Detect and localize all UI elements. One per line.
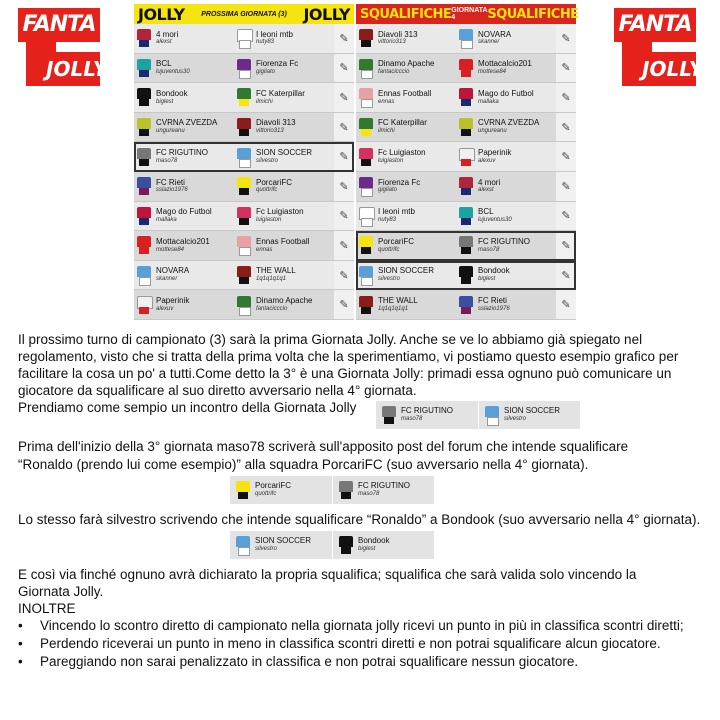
jersey-icon — [237, 88, 251, 106]
edit-button[interactable] — [556, 261, 576, 290]
team-cell — [134, 54, 234, 83]
jersey-icon — [459, 296, 473, 314]
team-cell — [134, 24, 234, 53]
team-cell — [134, 172, 234, 201]
team-name: FC Rieti — [478, 295, 507, 305]
logo-bottom-text: JOLLY — [642, 52, 696, 86]
fixture-row — [356, 83, 576, 113]
edit-button[interactable] — [334, 172, 354, 201]
team-name: FC RIGUTINO — [358, 481, 410, 491]
edit-button[interactable] — [556, 231, 576, 260]
team-name: Paperinik — [156, 295, 190, 305]
team-cell — [356, 142, 456, 171]
jersey-icon — [237, 177, 251, 195]
team-owner: mallaka — [156, 216, 177, 223]
header-squalifiche-right: SQUALIFICHE — [487, 6, 579, 22]
team-name: Mottacalcio201 — [156, 236, 210, 246]
edit-button[interactable] — [556, 202, 576, 231]
edit-button[interactable] — [334, 231, 354, 260]
team-owner: ennas — [378, 98, 395, 105]
team-owner: 1q1q1q1q1 — [256, 276, 287, 283]
team-cell — [356, 231, 456, 260]
jersey-icon — [359, 207, 373, 225]
jersey-icon — [237, 207, 251, 225]
team-name: Mago do Futbol — [478, 88, 534, 98]
team-name: CVRNA ZVEZDA — [156, 118, 218, 128]
pencil-icon: ✎ — [561, 62, 571, 75]
team-cell — [234, 261, 334, 290]
team-cell — [356, 24, 456, 53]
team-cell — [234, 113, 334, 142]
edit-button[interactable] — [556, 54, 576, 83]
fixture-row — [134, 54, 354, 84]
team-cell — [134, 231, 234, 260]
team-owner: gigliato — [256, 68, 276, 75]
team-name: PorcariFC — [378, 236, 415, 246]
jersey-icon — [359, 88, 373, 106]
edit-button[interactable] — [334, 261, 354, 290]
jersey-icon — [137, 177, 151, 195]
edit-button[interactable] — [556, 113, 576, 142]
team-name: FC Katerpillar — [378, 118, 427, 128]
team-owner: ungureanu — [156, 128, 185, 135]
logo-top-text: FANTA — [18, 8, 100, 42]
team-owner: maso78 — [156, 157, 178, 164]
team-cell — [478, 401, 580, 429]
bullet-text: Perdendo riceverai un punto in meno in classifica scontri diretti e non potrai squalificare alcun giocatore. — [40, 636, 661, 651]
team-name: FC RIGUTINO — [401, 406, 453, 416]
team-owner: silvestro — [256, 157, 279, 164]
jersey-icon — [237, 266, 251, 284]
team-cell — [376, 401, 478, 429]
pencil-icon: ✎ — [339, 239, 349, 252]
fixture-list — [134, 24, 354, 320]
team-name: 4 mori — [478, 177, 501, 187]
team-cell — [134, 202, 234, 231]
edit-button[interactable] — [334, 24, 354, 53]
jersey-icon — [359, 236, 373, 254]
team-name: THE WALL — [378, 295, 418, 305]
jersey-icon — [459, 118, 473, 136]
team-name: CVRNA ZVEZDA — [478, 118, 540, 128]
pencil-icon: ✎ — [339, 269, 349, 282]
team-owner: silvestro — [255, 546, 278, 553]
fixture-row — [356, 172, 576, 202]
jersey-icon — [137, 207, 151, 225]
team-owner: mottese84 — [478, 68, 507, 75]
jersey-icon — [339, 481, 353, 499]
jersey-icon — [359, 29, 373, 47]
team-cell — [230, 531, 332, 559]
team-cell — [234, 172, 334, 201]
jersey-icon — [137, 88, 151, 106]
example-match-sion — [230, 531, 434, 559]
pencil-icon: ✎ — [561, 32, 571, 45]
team-name: PorcariFC — [256, 177, 293, 187]
team-cell — [134, 290, 234, 319]
jersey-icon — [459, 29, 473, 47]
team-owner: fantacicccio — [256, 305, 288, 312]
edit-button[interactable] — [556, 24, 576, 53]
jersey-icon — [237, 296, 251, 314]
paragraph-line: Lo stesso farà silvestro scrivendo che intende squalificare “Ronaldo” a Bondook (suo avversario nella 4° giornata). — [18, 512, 701, 527]
team-name: SION SOCCER — [504, 406, 561, 416]
team-owner: nuty83 — [256, 39, 275, 46]
fixture-row — [356, 24, 576, 54]
team-owner: biglest — [156, 98, 174, 105]
fixture-row — [356, 290, 576, 320]
team-owner: silvestro — [378, 276, 401, 283]
pencil-icon: ✎ — [339, 32, 349, 45]
team-owner: quottrifc — [256, 187, 278, 194]
team-name: Fc Luigiaston — [378, 147, 426, 157]
pencil-icon: ✎ — [339, 151, 349, 164]
bullet-text: Pareggiando non sarai penalizzato in classifica e non potrai squalificare nessun giocatore. — [40, 654, 579, 669]
team-owner: silvestro — [504, 416, 527, 423]
team-name: Mago do Futbol — [156, 207, 212, 217]
pencil-icon: ✎ — [561, 299, 571, 312]
bullet-item — [18, 617, 684, 634]
team-name: Fiorenza Fc — [378, 177, 421, 187]
paragraph-line: Giornata Jolly. — [18, 584, 104, 599]
team-name: Bondook — [358, 536, 390, 546]
edit-button[interactable] — [334, 290, 354, 319]
fixture-row — [134, 231, 354, 261]
bullet-item — [18, 635, 661, 652]
team-owner: lujuventus30 — [156, 68, 190, 75]
team-cell — [356, 83, 456, 112]
team-name: Ennas Football — [256, 236, 310, 246]
pencil-icon: ✎ — [561, 269, 571, 282]
team-cell — [234, 142, 334, 171]
team-cell — [456, 54, 556, 83]
jersey-icon — [382, 406, 396, 424]
paragraph-line: facilitare la cosa un po' a tutti.Come detto la 3° è una Giornata Jolly: primadi essa ognuno può comunicare un — [18, 366, 672, 381]
team-cell — [234, 54, 334, 83]
team-owner: alexuv — [156, 305, 174, 312]
team-owner: lujuventus30 — [478, 216, 512, 223]
header-squalifiche-left: SQUALIFICHE — [360, 6, 452, 22]
team-cell — [456, 24, 556, 53]
team-owner: sslazio1976 — [478, 305, 510, 312]
header-round: GIORNATA 4 — [451, 7, 488, 21]
fixture-row — [134, 113, 354, 143]
team-owner: nuty83 — [378, 216, 397, 223]
team-name: FC RIGUTINO — [478, 236, 530, 246]
pencil-icon: ✎ — [339, 121, 349, 134]
team-name: SION SOCCER — [255, 536, 312, 546]
team-cell — [356, 54, 456, 83]
team-cell — [456, 202, 556, 231]
logo-top-text: FANTA — [614, 8, 696, 42]
bullet-text: Vincendo lo scontro diretto di campionato nella giornata jolly ricevi un punto in più in classifica scontri diretti; — [40, 618, 684, 633]
fixture-row — [134, 290, 354, 320]
team-owner: fantacicccio — [378, 68, 410, 75]
jersey-icon — [237, 29, 251, 47]
team-cell — [134, 261, 234, 290]
team-owner: luigiaston — [256, 216, 282, 223]
team-owner: sslazio1976 — [156, 187, 188, 194]
logo-bottom-text: JOLLY — [46, 52, 100, 86]
jersey-icon — [137, 59, 151, 77]
fixture-row — [134, 202, 354, 232]
jersey-icon — [236, 481, 250, 499]
edit-button[interactable] — [556, 290, 576, 319]
team-owner: maso78 — [478, 246, 500, 253]
team-name: SION SOCCER — [256, 147, 313, 157]
team-cell — [234, 231, 334, 260]
team-name: I leoni mtb — [256, 29, 293, 39]
paragraph-line: regolamento, visto che si tratta della prima volta che la sperimentiamo, vi postiamo questo esempio grafico per — [18, 349, 679, 364]
example-match-jolly — [376, 401, 580, 429]
team-cell — [134, 113, 234, 142]
team-owner: gigliato — [378, 187, 398, 194]
team-name: BCL — [156, 59, 172, 69]
pencil-icon: ✎ — [561, 91, 571, 104]
pencil-icon: ✎ — [339, 91, 349, 104]
jersey-icon — [359, 118, 373, 136]
team-owner: skanner — [156, 276, 178, 283]
edit-button[interactable] — [334, 83, 354, 112]
edit-button[interactable] — [334, 142, 354, 171]
jersey-icon — [459, 236, 473, 254]
jersey-icon — [359, 59, 373, 77]
team-name: FC Katerpillar — [256, 88, 305, 98]
team-name: FC Rieti — [156, 177, 185, 187]
fixture-row — [356, 54, 576, 84]
jersey-icon — [359, 177, 373, 195]
edit-button[interactable] — [334, 113, 354, 142]
team-owner: alexuv — [478, 157, 496, 164]
team-owner: maso78 — [358, 491, 380, 498]
team-cell — [332, 531, 434, 559]
paragraph-line: “Ronaldo (prendo lui come esempio)” alla squadra PorcariFC (suo avversario nella 4° giornata). — [18, 457, 589, 472]
paragraph-line: Prima dell'inizio della 3° giornata maso78 scriverà sull'apposito post del forum che intende squalificare — [18, 439, 629, 454]
example-match-porcari — [230, 476, 434, 504]
team-owner: ilmichi — [378, 128, 395, 135]
header-jolly-right: JOLLY — [303, 4, 350, 24]
jersey-icon — [237, 59, 251, 77]
paragraph-line: giocatore da squalificare al suo diretto avversario nella 4° giornata. — [18, 383, 417, 398]
jersey-icon — [459, 266, 473, 284]
header-jolly-left: JOLLY — [138, 4, 185, 24]
team-name: Diavoli 313 — [256, 118, 296, 128]
fixture-row — [356, 113, 576, 143]
team-cell — [234, 290, 334, 319]
jersey-icon — [339, 536, 353, 554]
fixture-list — [356, 24, 576, 320]
team-owner: skanner — [478, 39, 500, 46]
team-name: Bondook — [478, 266, 510, 276]
fixture-row — [134, 261, 354, 291]
pencil-icon: ✎ — [339, 180, 349, 193]
fixture-row — [356, 261, 576, 291]
team-cell — [456, 142, 556, 171]
team-owner: ilmichi — [256, 98, 273, 105]
team-cell — [356, 202, 456, 231]
fixture-row — [134, 142, 354, 172]
edit-button[interactable] — [334, 202, 354, 231]
team-cell — [456, 261, 556, 290]
team-cell — [456, 113, 556, 142]
team-name: NOVARA — [156, 266, 190, 276]
team-cell — [456, 231, 556, 260]
team-name: BCL — [478, 207, 494, 217]
pencil-icon: ✎ — [339, 62, 349, 75]
inoltre-heading: INOLTRE — [18, 601, 76, 616]
team-owner: alexst — [156, 39, 172, 46]
pencil-icon: ✎ — [561, 151, 571, 164]
jersey-icon — [359, 296, 373, 314]
team-owner: luigiaston — [378, 157, 404, 164]
team-name: Ennas Football — [378, 88, 432, 98]
fixture-row — [356, 231, 576, 261]
jersey-icon — [137, 148, 151, 166]
team-name: Mottacalcio201 — [478, 59, 532, 69]
team-owner: biglest — [478, 276, 496, 283]
edit-button[interactable] — [556, 83, 576, 112]
fanta-jolly-logo-left — [18, 8, 108, 86]
jersey-icon — [359, 148, 373, 166]
pencil-icon: ✎ — [561, 121, 571, 134]
jolly-fixtures-panel — [134, 4, 354, 320]
team-name: Bondook — [156, 88, 188, 98]
jersey-icon — [137, 236, 151, 254]
team-owner: quottrifc — [255, 491, 277, 498]
fixture-row — [134, 83, 354, 113]
jersey-icon — [137, 296, 151, 314]
paragraph-line: Il prossimo turno di campionato (3) sarà la prima Giornata Jolly. Anche se ve lo abbiamo già spiegato nel — [18, 332, 643, 347]
team-name: Dinamo Apache — [256, 295, 313, 305]
team-cell — [134, 142, 234, 171]
jersey-icon — [459, 59, 473, 77]
jersey-icon — [359, 266, 373, 284]
team-cell — [356, 261, 456, 290]
team-owner: vittorio313 — [378, 39, 406, 46]
team-name: Fc Luigiaston — [256, 207, 304, 217]
bullet-icon: • — [18, 636, 23, 651]
pencil-icon: ✎ — [339, 210, 349, 223]
team-cell — [356, 290, 456, 319]
team-cell — [356, 172, 456, 201]
squalifiche-panel — [356, 4, 579, 320]
pencil-icon: ✎ — [561, 239, 571, 252]
fanta-jolly-logo-right — [614, 8, 704, 86]
team-name: FC RIGUTINO — [156, 147, 208, 157]
jersey-icon — [237, 148, 251, 166]
jersey-icon — [459, 88, 473, 106]
jersey-icon — [137, 118, 151, 136]
team-owner: mottese84 — [156, 246, 185, 253]
jersey-icon — [459, 177, 473, 195]
panel-header — [356, 4, 579, 24]
team-cell — [134, 83, 234, 112]
team-name: THE WALL — [256, 266, 296, 276]
team-owner: ennas — [256, 246, 273, 253]
team-owner: 1q1q1q1q1 — [378, 305, 409, 312]
jersey-icon — [485, 406, 499, 424]
panel-header — [134, 4, 354, 24]
edit-button[interactable] — [556, 142, 576, 171]
fixture-row — [134, 172, 354, 202]
team-name: Fiorenza Fc — [256, 59, 299, 69]
team-cell — [332, 476, 434, 504]
team-name: I leoni mtb — [378, 207, 415, 217]
team-owner: alexst — [478, 187, 494, 194]
jersey-icon — [237, 236, 251, 254]
pencil-icon: ✎ — [561, 210, 571, 223]
team-name: PorcariFC — [255, 481, 292, 491]
team-cell — [234, 24, 334, 53]
edit-button[interactable] — [334, 54, 354, 83]
team-name: Diavoli 313 — [378, 29, 418, 39]
team-cell — [234, 202, 334, 231]
team-owner: maso78 — [401, 416, 423, 423]
team-name: 4 mori — [156, 29, 179, 39]
bullet-item — [18, 653, 578, 670]
team-cell — [456, 290, 556, 319]
bullet-icon: • — [18, 618, 23, 633]
team-cell — [456, 172, 556, 201]
paragraph-line: E così via finché ognuno avrà dichiarato la propria squalifica; squalifica che sarà valida solo vincendo la — [18, 567, 637, 582]
team-cell — [456, 83, 556, 112]
team-name: Dinamo Apache — [378, 59, 435, 69]
team-cell — [234, 83, 334, 112]
bullet-icon: • — [18, 654, 23, 669]
fixture-row — [356, 142, 576, 172]
jersey-icon — [236, 536, 250, 554]
team-owner: quottrifc — [378, 246, 400, 253]
fixture-row — [356, 202, 576, 232]
team-owner: mallaka — [478, 98, 499, 105]
team-owner: biglest — [358, 546, 376, 553]
fixture-row — [134, 24, 354, 54]
team-name: SION SOCCER — [378, 266, 435, 276]
jersey-icon — [459, 148, 473, 166]
jersey-icon — [237, 118, 251, 136]
jersey-icon — [459, 207, 473, 225]
team-name: Paperinik — [478, 147, 512, 157]
team-owner: vittorio313 — [256, 128, 284, 135]
team-cell — [230, 476, 332, 504]
team-name: NOVARA — [478, 29, 512, 39]
team-owner: ungureanu — [478, 128, 507, 135]
pencil-icon: ✎ — [339, 299, 349, 312]
edit-button[interactable] — [556, 172, 576, 201]
jersey-icon — [137, 266, 151, 284]
pencil-icon: ✎ — [561, 180, 571, 193]
team-cell — [356, 113, 456, 142]
paragraph-line: Prendiamo come sempio un incontro della Giornata Jolly — [18, 400, 357, 415]
header-round: PROSSIMA GIORNATA (3) — [201, 10, 287, 18]
jersey-icon — [137, 29, 151, 47]
